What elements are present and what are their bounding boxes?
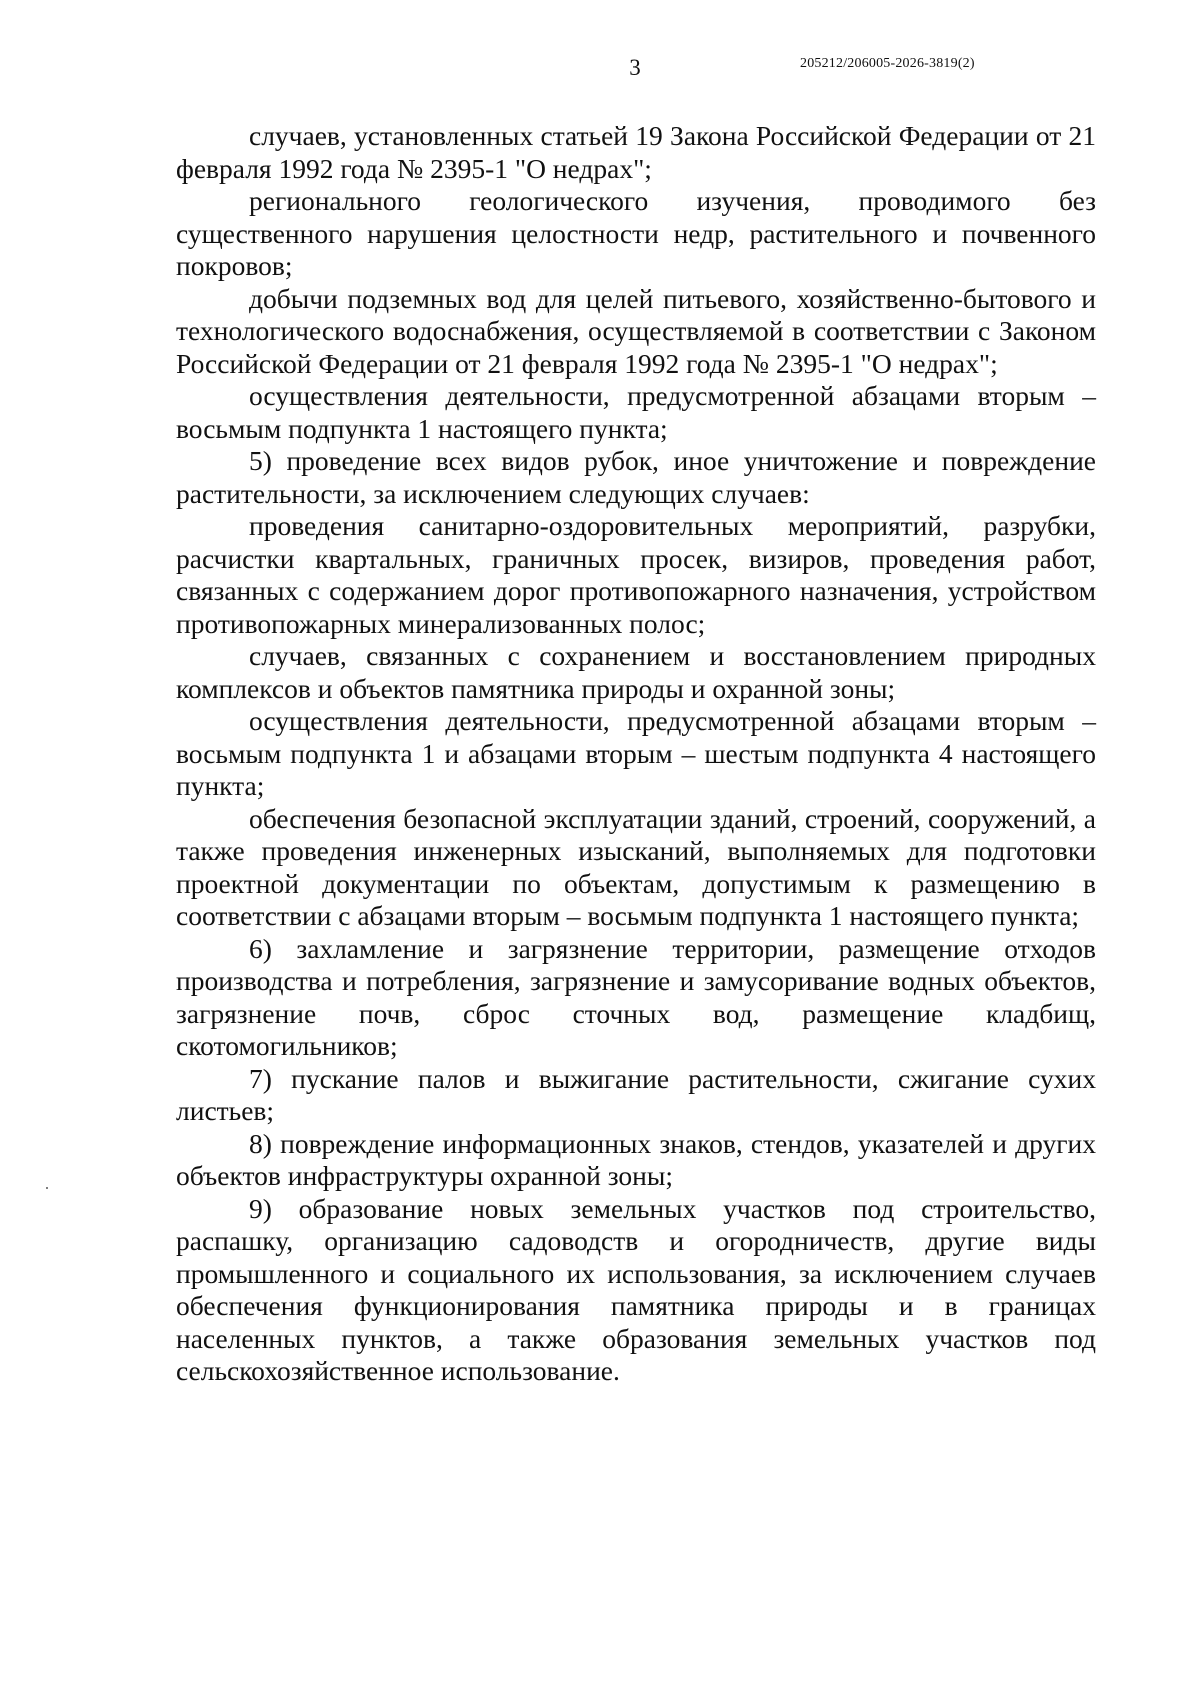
- paragraph: регионального геологического изучения, проводимого без существенного нарушения целостности недр, растительного и почвенного покровов;: [176, 185, 1096, 281]
- page-number: 3: [629, 55, 641, 80]
- paragraph: 5) проведение всех видов рубок, иное уничтожение и повреждение растительности, за исключением следующих случаев:: [176, 445, 1096, 509]
- document-body: [176, 120, 1096, 1388]
- paragraph: проведения санитарно-оздоровительных мероприятий, разрубки, расчистки квартальных, граничных просек, визиров, проведения работ, связанных с содержанием дорог противопожарного назначения, устройством противопожарных минерализованных полос;: [176, 510, 1096, 639]
- paragraph: осуществления деятельности, предусмотренной абзацами вторым – восьмым подпункта 1 настоящего пункта;: [176, 380, 1096, 444]
- paragraph: обеспечения безопасной эксплуатации зданий, строений, сооружений, а также проведения инженерных изысканий, выполняемых для подготовки проектной документации по объектам, допустимым к размещению в соответствии с абзацами вторым – восьмым подпункта 1 настоящего пункта;: [176, 802, 1096, 931]
- document-id: 205212/206005-2026-3819(2): [800, 56, 975, 71]
- paragraph: добычи подземных вод для целей питьевого, хозяйственно-бытового и технологического водоснабжения, осуществляемой в соответствии с Законом Российской Федерации от 21 февраля 1992 года № 2395-1 "О недрах";: [176, 282, 1096, 379]
- paragraph: 6) захламление и загрязнение территории, размещение отходов производства и потребления, загрязнение и замусоривание водных объектов, загрязнение почв, сброс сточных вод, размещение кладбищ, скотомогильников;: [176, 932, 1096, 1061]
- paragraph: случаев, установленных статьей 19 Закона Российской Федерации от 21 февраля 1992 года № 2395-1 "О недрах";: [176, 120, 1096, 184]
- paragraph: 9) образование новых земельных участков под строительство, распашку, организацию садоводств и огородничеств, другие виды промышленного и социального их использования, за исключением случаев обеспечения функционирования памятника природы и в границах населенных пунктов, а также образования земельных участков под сельскохозяйственное использование.: [176, 1192, 1096, 1386]
- paragraph: 8) повреждение информационных знаков, стендов, указателей и других объектов инфраструктуры охранной зоны;: [176, 1127, 1096, 1191]
- paragraph: случаев, связанных с сохранением и восстановлением природных комплексов и объектов памятника природы и охранной зоны;: [176, 640, 1096, 704]
- paragraph: осуществления деятельности, предусмотренной абзацами вторым – восьмым подпункта 1 и абзацами вторым – шестым подпункта 4 настоящего пункта;: [176, 705, 1096, 801]
- scan-speck: [46, 1187, 48, 1189]
- paragraph: 7) пускание палов и выжигание растительности, сжигание сухих листьев;: [176, 1062, 1096, 1126]
